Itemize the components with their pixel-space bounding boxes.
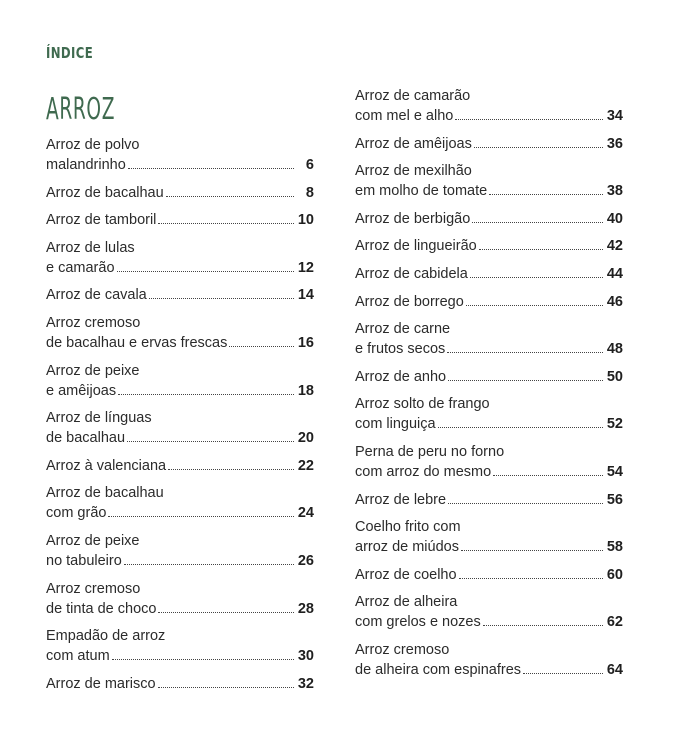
toc-entry-line bbox=[355, 264, 623, 284]
toc-entry-title-line: Arroz de lingueirão bbox=[355, 238, 477, 255]
toc-entry-line bbox=[355, 134, 623, 154]
page-number: 46 bbox=[606, 293, 623, 310]
toc-entry[interactable] bbox=[355, 394, 623, 434]
toc-entry[interactable] bbox=[355, 367, 623, 387]
toc-entry[interactable] bbox=[355, 442, 623, 482]
toc-entry[interactable] bbox=[46, 238, 314, 278]
toc-entry-title-line: Arroz de carne bbox=[355, 321, 451, 338]
toc-entry[interactable] bbox=[46, 456, 314, 476]
toc-entry-title-line: de tinta de choco bbox=[46, 600, 157, 617]
toc-entry-title-line: Arroz de lulas bbox=[46, 239, 135, 256]
toc-entry[interactable] bbox=[355, 86, 623, 126]
toc-entry[interactable] bbox=[355, 264, 623, 284]
dot-leader bbox=[108, 516, 294, 517]
toc-entry-line bbox=[46, 285, 314, 305]
page-number: 38 bbox=[606, 183, 623, 200]
toc-entry[interactable] bbox=[355, 319, 623, 359]
toc-entry-title-line: Arroz de bacalhau bbox=[46, 184, 164, 201]
page-number: 12 bbox=[297, 259, 314, 276]
dot-leader bbox=[127, 441, 294, 442]
toc-entry-title-line: com grão bbox=[46, 505, 107, 522]
toc-entry-title-line: Arroz de berbigão bbox=[355, 210, 471, 227]
toc-entry[interactable] bbox=[46, 408, 314, 448]
toc-entry[interactable] bbox=[46, 135, 314, 175]
toc-entry[interactable] bbox=[355, 161, 623, 201]
dot-leader bbox=[479, 249, 603, 250]
toc-entry-line bbox=[46, 428, 314, 448]
toc-entry-title-line: malandrinho bbox=[46, 157, 126, 173]
toc-entry-line bbox=[46, 183, 314, 203]
dot-leader bbox=[117, 271, 294, 272]
toc-entry-title-line: e frutos secos bbox=[355, 341, 446, 358]
toc-entry[interactable] bbox=[355, 236, 623, 256]
toc-entry-line bbox=[355, 292, 623, 312]
page-number: 30 bbox=[297, 648, 314, 665]
toc-entry-title-line: Arroz de tamboril bbox=[46, 212, 157, 229]
dot-leader bbox=[459, 578, 603, 579]
toc-entry-title-line: Arroz de amêijoas bbox=[355, 135, 472, 152]
dot-leader bbox=[489, 194, 603, 195]
toc-entry[interactable] bbox=[355, 490, 623, 510]
toc-entry-title-line: Arroz cremoso bbox=[46, 314, 141, 331]
toc-entry-title-line: Arroz de bacalhau bbox=[46, 485, 164, 502]
toc-entry-title-line: Arroz de peixe bbox=[46, 532, 140, 549]
toc-entry[interactable] bbox=[355, 565, 623, 585]
toc-entry[interactable] bbox=[355, 134, 623, 154]
toc-entry-title-line: em molho de tomate bbox=[355, 183, 488, 200]
toc-entry-title-line: com mel e alho bbox=[355, 108, 454, 124]
page-number: 24 bbox=[297, 505, 314, 522]
toc-right-column bbox=[355, 86, 623, 688]
dot-leader bbox=[112, 659, 294, 660]
page-number: 54 bbox=[606, 463, 623, 480]
toc-entry-line bbox=[46, 456, 314, 476]
toc-entry[interactable] bbox=[46, 313, 314, 353]
dot-leader bbox=[438, 427, 603, 428]
toc-entry-title-line: Empadão de arroz bbox=[46, 628, 166, 645]
toc-entry-title-line: Arroz de línguas bbox=[46, 410, 152, 427]
toc-entry-title-line: no tabuleiro bbox=[46, 552, 122, 569]
toc-entry-line bbox=[46, 674, 314, 694]
toc-entry[interactable] bbox=[355, 592, 623, 632]
toc-entry-line bbox=[355, 462, 623, 482]
toc-entry-line bbox=[46, 646, 314, 666]
dot-leader bbox=[448, 380, 603, 381]
toc-entry-line bbox=[355, 339, 623, 359]
toc-entry-line bbox=[355, 490, 623, 510]
toc-entry-title-line: Arroz de coelho bbox=[355, 566, 457, 583]
toc-entry-line bbox=[355, 565, 623, 585]
toc-entry-line bbox=[46, 210, 314, 230]
toc-entry-line bbox=[355, 612, 623, 632]
dot-leader bbox=[474, 147, 603, 148]
toc-entry-title-line: Arroz solto de frango bbox=[355, 396, 490, 413]
toc-entry-title-line: Coelho frito com bbox=[355, 519, 461, 536]
toc-entry-title-line: Arroz cremoso bbox=[46, 580, 141, 597]
dot-leader bbox=[168, 469, 294, 470]
toc-entry-title-line: Arroz cremoso bbox=[355, 641, 450, 658]
toc-entry-line bbox=[46, 503, 314, 523]
dot-leader bbox=[149, 298, 294, 299]
dot-leader bbox=[455, 119, 603, 120]
toc-entry-title-line: Arroz de borrego bbox=[355, 293, 464, 310]
dot-leader bbox=[118, 394, 294, 395]
toc-entry-title-line: Arroz de anho bbox=[355, 368, 447, 385]
toc-entry-title-line: e amêijoas bbox=[46, 382, 117, 399]
toc-entry-title-line: e camarão bbox=[46, 259, 115, 276]
page-number: 64 bbox=[606, 661, 623, 678]
toc-entry-title-line: Arroz de peixe bbox=[46, 362, 140, 379]
toc-entry-title-line: Arroz de mexilhão bbox=[355, 163, 472, 180]
dot-leader bbox=[493, 475, 603, 476]
toc-entry-line bbox=[355, 106, 623, 126]
toc-entry[interactable] bbox=[355, 292, 623, 312]
toc-entry[interactable] bbox=[46, 285, 314, 305]
page-number: 18 bbox=[297, 382, 314, 399]
page-number: 42 bbox=[606, 238, 623, 255]
toc-entry-title-line: de bacalhau bbox=[46, 430, 126, 447]
toc-entry-title-line: Perna de peru no forno bbox=[355, 443, 505, 460]
page-number: 40 bbox=[606, 210, 623, 227]
toc-left-column bbox=[46, 135, 314, 701]
dot-leader bbox=[229, 346, 294, 347]
page-number: 20 bbox=[297, 430, 314, 447]
toc-entry-line bbox=[355, 367, 623, 387]
dot-leader bbox=[461, 550, 603, 551]
page-number: 58 bbox=[606, 539, 623, 556]
toc-entry[interactable] bbox=[355, 640, 623, 680]
page-number: 60 bbox=[606, 566, 623, 583]
toc-entry-title-line: Arroz à valenciana bbox=[46, 457, 167, 474]
page-number: 6 bbox=[305, 157, 314, 173]
toc-entry-title-line: arroz de miúdos bbox=[355, 539, 459, 556]
toc-entry-line bbox=[46, 381, 314, 401]
toc-entry-line bbox=[355, 181, 623, 201]
toc-entry-title-line: Arroz de cabidela bbox=[355, 265, 468, 282]
index-label: ÍNDICE bbox=[46, 44, 94, 62]
page-number: 44 bbox=[606, 265, 623, 282]
page-number: 34 bbox=[606, 108, 623, 124]
toc-entry[interactable] bbox=[46, 361, 314, 401]
dot-leader bbox=[466, 305, 603, 306]
section-title: ARROZ bbox=[46, 92, 116, 127]
toc-entry[interactable] bbox=[46, 483, 314, 523]
page-number: 16 bbox=[297, 334, 314, 351]
page-number: 10 bbox=[297, 212, 314, 229]
dot-leader bbox=[472, 222, 603, 223]
dot-leader bbox=[166, 196, 294, 197]
toc-entry-title-line: com arroz do mesmo bbox=[355, 463, 492, 480]
page-number: 56 bbox=[606, 491, 623, 508]
toc-entry-line bbox=[46, 258, 314, 278]
toc-entry-title-line: com grelos e nozes bbox=[355, 614, 481, 631]
toc-entry[interactable] bbox=[46, 183, 314, 203]
toc-entry-title-line: Arroz de cavala bbox=[46, 287, 147, 304]
toc-entry-title-line: Arroz de camarão bbox=[355, 88, 471, 104]
dot-leader bbox=[124, 564, 294, 565]
dot-leader bbox=[448, 503, 603, 504]
toc-entry[interactable] bbox=[46, 531, 314, 571]
dot-leader bbox=[158, 612, 294, 613]
toc-entry[interactable] bbox=[355, 209, 623, 229]
toc-entry-line bbox=[46, 333, 314, 353]
toc-entry[interactable] bbox=[46, 579, 314, 619]
toc-entry-line bbox=[46, 155, 314, 175]
toc-entry-line bbox=[355, 414, 623, 434]
toc-entry[interactable] bbox=[46, 626, 314, 666]
toc-entry[interactable] bbox=[46, 210, 314, 230]
page-number: 52 bbox=[606, 416, 623, 433]
toc-entry-line bbox=[355, 209, 623, 229]
toc-entry-title-line: com linguiça bbox=[355, 416, 436, 433]
page-number: 32 bbox=[297, 675, 314, 692]
toc-entry-line bbox=[355, 537, 623, 557]
dot-leader bbox=[128, 168, 294, 169]
toc-entry[interactable] bbox=[46, 674, 314, 694]
page-number: 14 bbox=[297, 287, 314, 304]
toc-entry-line bbox=[355, 236, 623, 256]
page-number: 8 bbox=[305, 184, 314, 201]
dot-leader bbox=[483, 625, 603, 626]
dot-leader bbox=[470, 277, 603, 278]
dot-leader bbox=[158, 687, 294, 688]
toc-entry-line bbox=[355, 660, 623, 680]
toc-entry-title-line: com atum bbox=[46, 648, 110, 665]
toc-entry-title-line: de alheira com espinafres bbox=[355, 661, 522, 678]
toc-entry-line bbox=[46, 551, 314, 571]
page-number: 62 bbox=[606, 614, 623, 631]
toc-entry-title-line: Arroz de alheira bbox=[355, 594, 458, 611]
toc-entry-line bbox=[46, 599, 314, 619]
page-number: 50 bbox=[606, 368, 623, 385]
toc-entry[interactable] bbox=[355, 517, 623, 557]
page-number: 28 bbox=[297, 600, 314, 617]
toc-entry-title-line: Arroz de marisco bbox=[46, 675, 156, 692]
toc-entry-title-line: de bacalhau e ervas frescas bbox=[46, 334, 228, 351]
dot-leader bbox=[158, 223, 294, 224]
dot-leader bbox=[447, 352, 603, 353]
page-number: 26 bbox=[297, 552, 314, 569]
page-number: 22 bbox=[297, 457, 314, 474]
dot-leader bbox=[523, 673, 603, 674]
page-number: 48 bbox=[606, 341, 623, 358]
page-number: 36 bbox=[606, 135, 623, 152]
toc-entry-title-line: Arroz de lebre bbox=[355, 491, 447, 508]
toc-entry-title-line: Arroz de polvo bbox=[46, 137, 140, 153]
